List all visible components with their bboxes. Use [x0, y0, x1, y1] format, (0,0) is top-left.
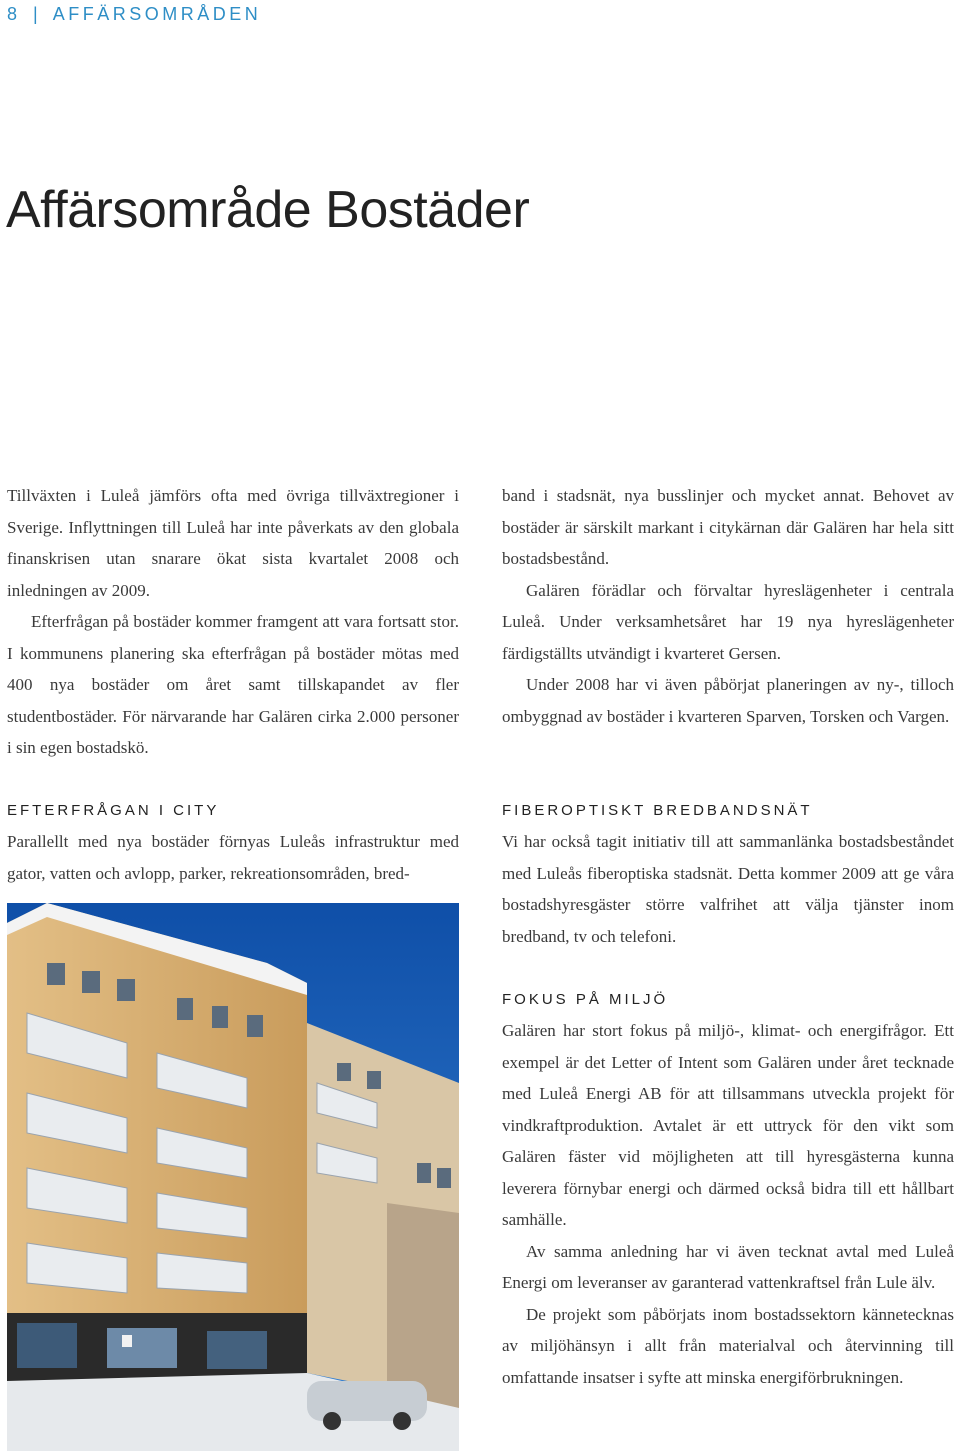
paragraph: De projekt som påbörjats inom bostadssektorn kännetecknas av miljöhänsyn i allt från materialval och återvinning till omfattande insatser i syfte att minska energiförbrukningen.: [502, 1304, 954, 1387]
paragraph: Under 2008 har vi även påbörjat planeringen av ny-, tilloch ombyggnad av bostäder i kvarteren Sparven, Torsken och Vargen.: [502, 675, 954, 726]
right-column-environment: [502, 1015, 954, 1393]
paragraph: Galären förädlar och förvaltar hyreslägenheter i centrala Luleå. Under verksamhetsåret har 19 nya hyreslägenheter färdigställts utvändigt i kvarteret Gersen.: [502, 580, 954, 663]
paragraph: Av samma anledning har vi även tecknat avtal med Luleå Energi om leveranser av garanterad vattenkraftsel från Lule älv.: [502, 1241, 954, 1292]
left-column-city: [7, 826, 459, 889]
section-heading-environment: FOKUS PÅ MILJÖ: [502, 991, 669, 1008]
paragraph: Vi har också tagit initiativ till att sammanlänka bostadsbeståndet med Luleås fiberoptiska stadsnät. Detta kommer 2009 att ge våra bostadshyresgäster större valfrihet att välja tjänster inom bredband, tv och telefoni.: [502, 832, 954, 946]
section-heading-fiber: FIBEROPTISKT BREDBANDSNÄT: [502, 802, 813, 819]
right-column-fiber: [502, 826, 954, 952]
building-photo: [7, 903, 459, 1451]
section-heading-city: EFTERFRÅGAN I CITY: [7, 802, 220, 819]
left-column-intro: [7, 480, 459, 764]
page-number: 8: [7, 4, 21, 24]
paragraph: Galären har stort fokus på miljö-, klimat- och energifrågor. Ett exempel är det Letter of Intent som Galären under året tecknade med Luleå Energi AB för att tillsammans utveckla projekt för vindkraftproduktion. Avtalet är ett uttryck för den vikt som Galären fäster vid möjligheten att till hyresgästerna kunna leverera förnybar energi och därmed också bidra till ett hållbart samhälle.: [502, 1021, 954, 1229]
page-title: Affärsområde Bostäder: [6, 181, 530, 239]
paragraph: Parallellt med nya bostäder förnyas Luleås infrastruktur med gator, vatten och avlopp, parker, rekreationsområden, bred-: [7, 832, 459, 883]
paragraph: band i stadsnät, nya busslinjer och mycket annat. Behovet av bostäder är särskilt markant i citykärnan där Galären har hela sitt bostadsbestånd.: [502, 486, 954, 568]
section-name: AFFÄRSOMRÅDEN: [52, 4, 262, 24]
paragraph: Efterfrågan på bostäder kommer framgent att vara fortsatt stor. I kommunens planering ska efterfrågan på bostäder mötas med 400 nya bostäder om året samt tillskapandet av fler studentbostäder. För närvarande har Galären cirka 2.000 personer i sin egen bostadskö.: [7, 612, 459, 757]
right-column-intro: [502, 480, 954, 732]
running-header: [7, 4, 261, 25]
header-separator: |: [33, 4, 42, 24]
paragraph: Tillväxten i Luleå jämförs ofta med övriga tillväxtregioner i Sverige. Inflyttningen till Luleå har inte påverkats av den globala finanskrisen utan snarare ökat sista kvartalet 2008 och inledningen av 2009.: [7, 486, 459, 600]
